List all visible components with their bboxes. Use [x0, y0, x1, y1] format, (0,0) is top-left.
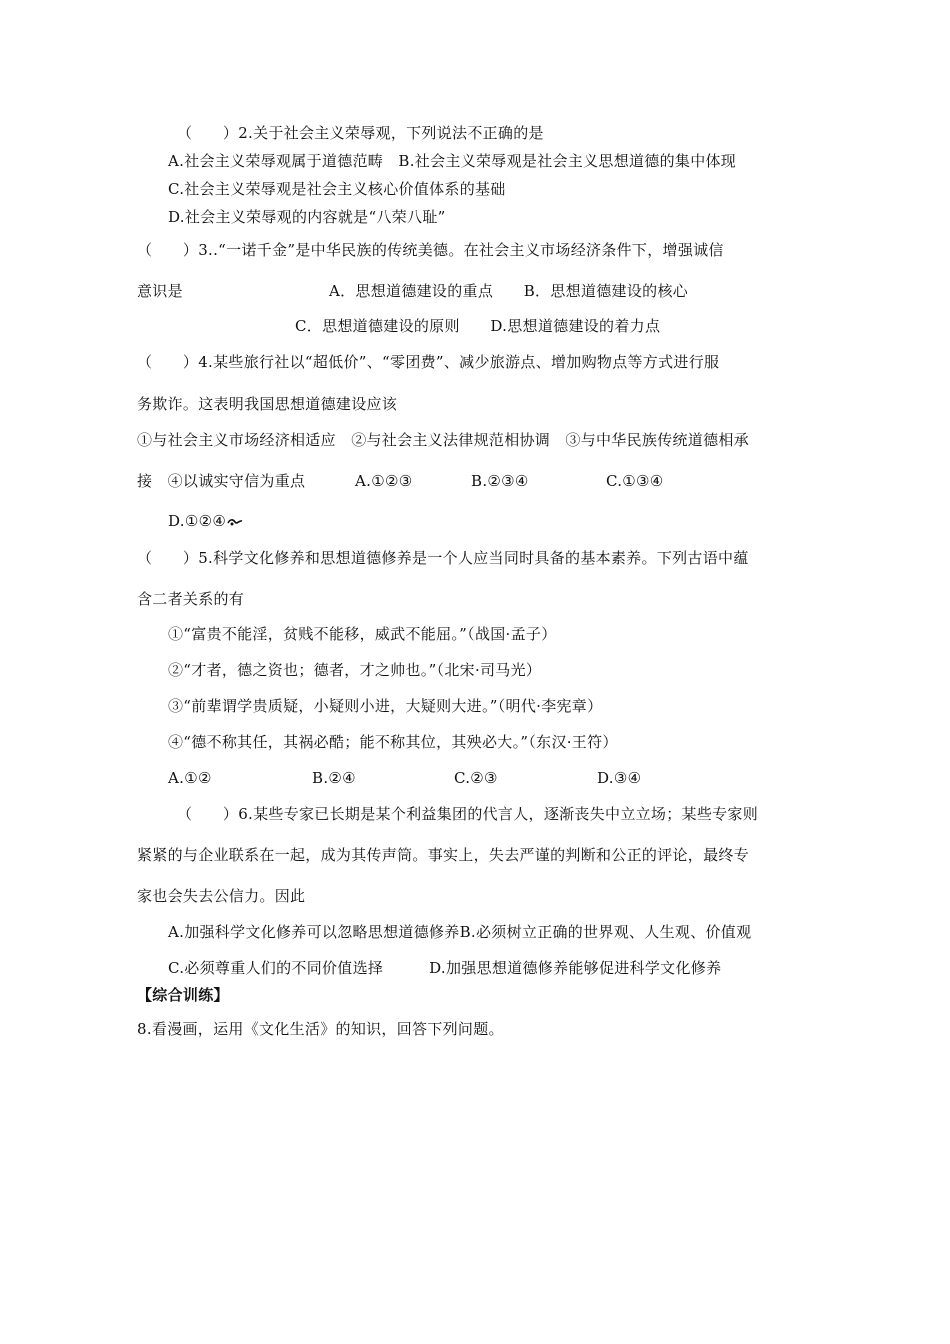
q4-option-d: D.①②④	[168, 512, 227, 530]
section-title: 【综合训练】	[137, 986, 229, 1004]
q6-stem-line2: 紧紧的与企业联系在一起，成为其传声筒。事实上，失去严谨的判断和公正的评论，最终专	[137, 846, 750, 864]
q5-stem-line2: 含二者关系的有	[137, 590, 245, 608]
q6-options-cd: C.必须尊重人们的不同价值选择 D.加强思想道德修养能够促进科学文化修养	[168, 959, 722, 977]
q6-options-ab: A.加强科学文化修养可以忽略思想道德修养B.必须树立正确的世界观、人生观、价值观	[168, 923, 752, 941]
q2-options-ab: A.社会主义荣辱观属于道德范畴 B.社会主义荣辱观是社会主义思想道德的集中体现	[168, 152, 737, 170]
q4-option-b: B.②③④	[471, 472, 529, 490]
q5-option-b: B.②④	[312, 769, 356, 787]
stray-glyph-icon	[227, 517, 243, 527]
q5-stem-line1: （ ）5.科学文化修养和思想道德修养是一个人应当同时具备的基本素养。下列古语中蕴	[137, 549, 749, 567]
q4-items-line1: ①与社会主义市场经济相适应 ②与社会主义法律规范相协调 ③与中华民族传统道德相承	[137, 431, 750, 449]
q5-item-2: ②“才者，德之资也；德者，才之帅也。”（北宋·司马光）	[168, 661, 542, 679]
q2-option-c: C.社会主义荣辱观是社会主义核心价值体系的基础	[168, 180, 506, 198]
q3-stem-line2: 意识是	[137, 282, 183, 300]
q4-option-a: A.①②③	[355, 472, 413, 490]
q2-stem: （ ）2.关于社会主义荣辱观，下列说法不正确的是	[177, 124, 544, 142]
q5-item-4: ④“德不称其任，其祸必酷；能不称其位，其殃必大。”（东汉·王符）	[168, 733, 618, 751]
q5-option-c: C.②③	[454, 769, 498, 787]
q4-option-d-wrap	[168, 511, 243, 531]
q3-stem-line1: （ ）3..“一诺千金”是中华民族的传统美德。在社会主义市场经济条件下，增强诚信	[137, 241, 724, 259]
q3-options-cd: C．思想道德建设的原则 D.思想道德建设的着力点	[295, 317, 661, 335]
q8-prompt: 8.看漫画，运用《文化生活》的知识，回答下列问题。	[137, 1020, 504, 1038]
q4-stem-line1: （ ）4.某些旅行社以“超低价”、“零团费”、减少旅游点、增加购物点等方式进行服	[137, 353, 720, 371]
q5-item-3: ③“前辈谓学贵质疑，小疑则小进，大疑则大进。”（明代·李宪章）	[168, 697, 603, 715]
q6-stem-line1: （ ）6.某些专家已长期是某个利益集团的代言人，逐渐丧失中立立场；某些专家则	[177, 805, 759, 823]
q5-option-a: A.①②	[168, 769, 212, 787]
q4-option-c: C.①③④	[606, 472, 664, 490]
q2-option-d: D.社会主义荣辱观的内容就是“八荣八耻”	[168, 208, 446, 226]
q6-stem-line3: 家也会失去公信力。因此	[137, 887, 306, 905]
q5-item-1: ①“富贵不能淫，贫贱不能移，威武不能屈。”（战国·孟子）	[168, 625, 557, 643]
q4-items-line2: 接 ④以诚实守信为重点	[137, 472, 306, 490]
q5-option-d: D.③④	[597, 769, 642, 787]
q4-stem-line2: 务欺诈。这表明我国思想道德建设应该	[137, 395, 398, 413]
q3-options-ab: A．思想道德建设的重点 B．思想道德建设的核心	[329, 282, 689, 300]
